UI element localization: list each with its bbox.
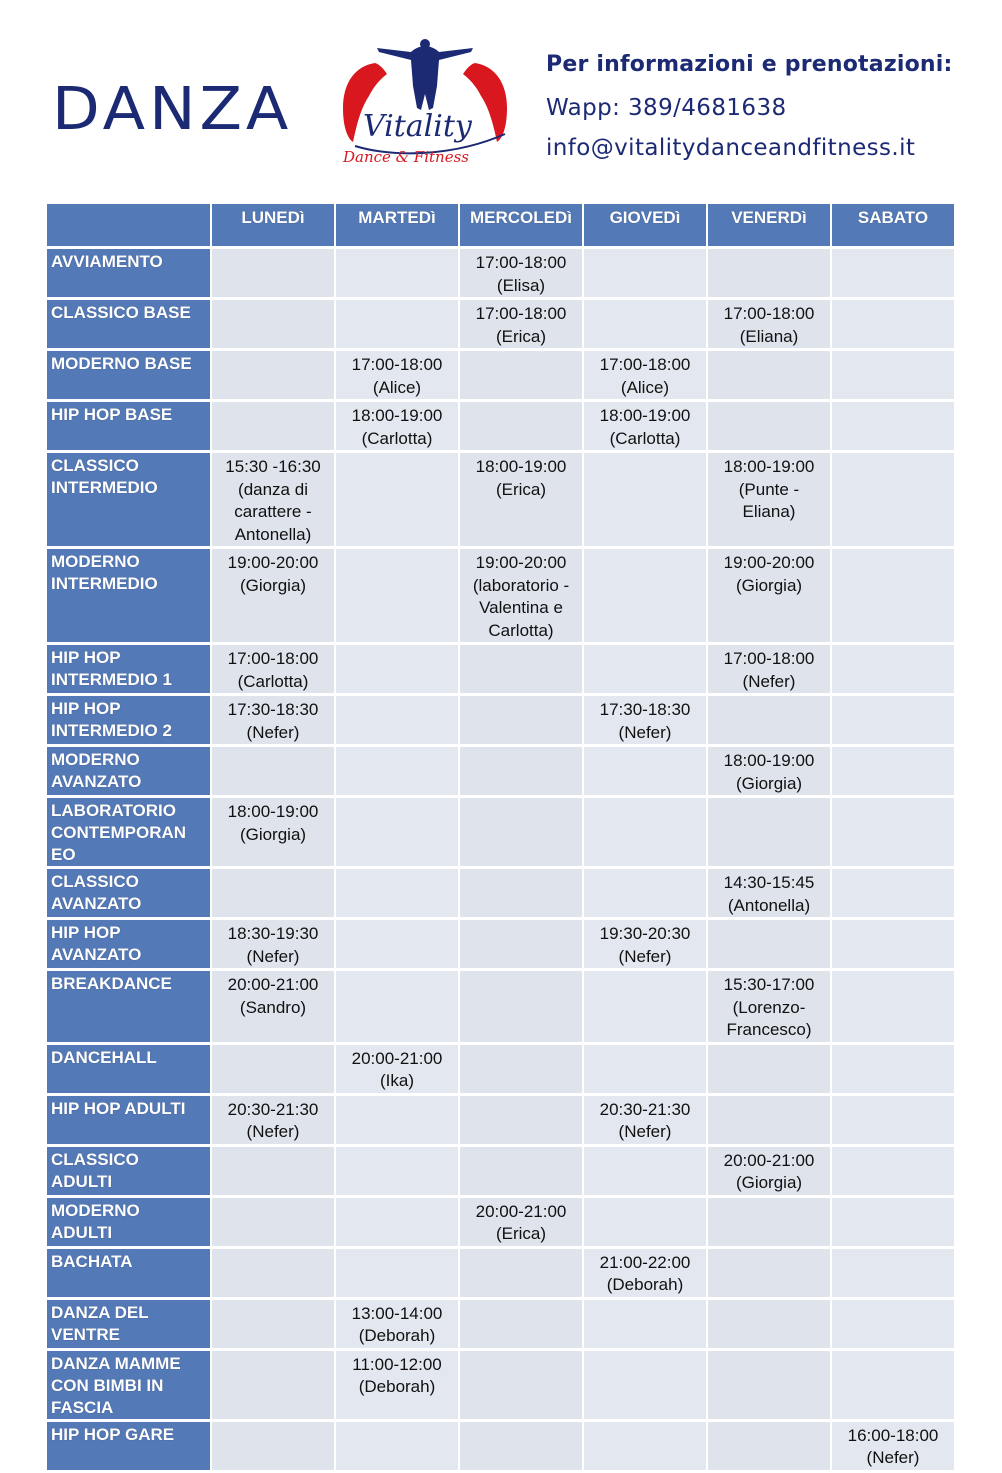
course-name: MODERNO BASE [47,351,210,399]
time-slot [584,1351,706,1419]
course-name: HIP HOP BASE [47,402,210,450]
schedule-header-row [47,204,954,246]
time-slot [336,798,458,866]
schedule-row [47,971,954,1042]
time-slot [336,1147,458,1195]
schedule-row [47,1422,954,1470]
time-slot [212,1351,334,1419]
schedule-row [47,1300,954,1348]
time-slot [460,351,582,399]
time-slot [460,1147,582,1195]
time-slot [336,920,458,968]
course-name: DANZA DEL VENTRE [47,1300,210,1348]
day-header: VENERDì [708,204,830,246]
schedule-row [47,249,954,297]
time-slot: 17:00-18:00 (Erica) [460,300,582,348]
time-slot [832,1351,954,1419]
corner-cell [47,204,210,246]
time-slot [584,1300,706,1348]
course-name: MODERNO ADULTI [47,1198,210,1246]
time-slot [212,402,334,450]
time-slot: 18:00-19:00 (Carlotta) [336,402,458,450]
time-slot: 17:00-18:00 (Alice) [336,351,458,399]
time-slot [832,645,954,693]
logo-sub-text: Dance & Fitness [343,148,469,166]
time-slot: 18:00-19:00 (Carlotta) [584,402,706,450]
schedule-table [45,201,956,1473]
time-slot [708,920,830,968]
course-name: DANCEHALL [47,1045,210,1093]
day-header: MARTEDì [336,204,458,246]
time-slot [832,249,954,297]
time-slot: 17:00-18:00 (Carlotta) [212,645,334,693]
course-name: CLASSICO ADULTI [47,1147,210,1195]
time-slot [832,402,954,450]
time-slot [708,1249,830,1297]
time-slot [460,869,582,917]
time-slot [212,351,334,399]
time-slot [708,402,830,450]
time-slot [212,1249,334,1297]
time-slot: 14:30-15:45 (Antonella) [708,869,830,917]
time-slot [336,453,458,546]
time-slot [708,1045,830,1093]
day-header: LUNEDì [212,204,334,246]
time-slot: 18:00-19:00 (Giorgia) [212,798,334,866]
contact-phone: Wapp: 389/4681638 [546,95,787,121]
time-slot [832,549,954,642]
time-slot [832,747,954,795]
course-name: CLASSICO BASE [47,300,210,348]
time-slot [336,300,458,348]
schedule-row [47,798,954,866]
time-slot: 17:30-18:30 (Nefer) [212,696,334,744]
time-slot: 19:00-20:00 (laboratorio - Valentina e Carlotta) [460,549,582,642]
course-name: DANZA MAMME CON BIMBI IN FASCIA [47,1351,210,1419]
time-slot [832,798,954,866]
time-slot [584,798,706,866]
schedule-row [47,920,954,968]
time-slot [460,1300,582,1348]
course-name: HIP HOP GARE [47,1422,210,1470]
time-slot [832,869,954,917]
time-slot [584,1198,706,1246]
time-slot [336,696,458,744]
time-slot [212,249,334,297]
course-name: HIP HOP ADULTI [47,1096,210,1144]
time-slot [708,351,830,399]
time-slot [336,1422,458,1470]
time-slot [708,1351,830,1419]
course-name: AVVIAMENTO [47,249,210,297]
day-header: MERCOLEDì [460,204,582,246]
time-slot [460,1096,582,1144]
page-title: DANZA [52,73,293,144]
time-slot [212,747,334,795]
time-slot [460,696,582,744]
schedule-row [47,696,954,744]
time-slot [460,1249,582,1297]
time-slot [336,1096,458,1144]
time-slot [832,1300,954,1348]
time-slot: 19:00-20:00 (Giorgia) [708,549,830,642]
time-slot [336,869,458,917]
time-slot: 17:00-18:00 (Elisa) [460,249,582,297]
time-slot [336,971,458,1042]
time-slot [212,869,334,917]
time-slot [460,1351,582,1419]
schedule-row [47,1249,954,1297]
contact-info [546,52,952,175]
schedule-row [47,645,954,693]
course-name: CLASSICO AVANZATO [47,869,210,917]
time-slot [832,696,954,744]
time-slot [832,453,954,546]
day-header: GIOVEDì [584,204,706,246]
logo-dancer [377,46,473,110]
schedule-row [47,1198,954,1246]
time-slot [708,696,830,744]
time-slot: 20:00-21:00 (Ika) [336,1045,458,1093]
time-slot [708,798,830,866]
time-slot [584,747,706,795]
time-slot [336,1249,458,1297]
time-slot [212,1198,334,1246]
course-name: BREAKDANCE [47,971,210,1042]
time-slot [212,1045,334,1093]
time-slot [336,645,458,693]
time-slot: 15:30-17:00 (Lorenzo- Francesco) [708,971,830,1042]
schedule-row [47,402,954,450]
course-name: MODERNO AVANZATO [47,747,210,795]
time-slot: 19:30-20:30 (Nefer) [584,920,706,968]
time-slot [832,1096,954,1144]
time-slot [584,1147,706,1195]
course-name: HIP HOP INTERMEDIO 1 [47,645,210,693]
course-name: CLASSICO INTERMEDIO [47,453,210,546]
time-slot [212,300,334,348]
schedule-row [47,300,954,348]
time-slot [460,971,582,1042]
schedule-row [47,747,954,795]
time-slot: 15:30 -16:30 (danza di carattere - Antonella) [212,453,334,546]
course-name: HIP HOP AVANZATO [47,920,210,968]
time-slot: 20:30-21:30 (Nefer) [584,1096,706,1144]
time-slot [584,1422,706,1470]
time-slot: 17:00-18:00 (Nefer) [708,645,830,693]
time-slot: 18:30-19:30 (Nefer) [212,920,334,968]
time-slot [584,869,706,917]
time-slot [336,1198,458,1246]
time-slot [832,351,954,399]
time-slot: 17:00-18:00 (Eliana) [708,300,830,348]
schedule-row [47,549,954,642]
time-slot [832,920,954,968]
time-slot [584,249,706,297]
time-slot [460,1422,582,1470]
time-slot [584,971,706,1042]
time-slot: 21:00-22:00 (Deborah) [584,1249,706,1297]
time-slot: 17:00-18:00 (Alice) [584,351,706,399]
time-slot [460,1045,582,1093]
time-slot: 13:00-14:00 (Deborah) [336,1300,458,1348]
time-slot: 18:00-19:00 (Giorgia) [708,747,830,795]
schedule-header [47,204,954,246]
course-name: MODERNO INTERMEDIO [47,549,210,642]
time-slot [584,549,706,642]
time-slot [832,1198,954,1246]
time-slot [336,249,458,297]
time-slot [584,1045,706,1093]
time-slot [832,1045,954,1093]
time-slot [708,1422,830,1470]
time-slot [212,1147,334,1195]
logo-dancer-head [420,39,430,49]
time-slot: 20:00-21:00 (Giorgia) [708,1147,830,1195]
time-slot [212,1422,334,1470]
page-header [0,0,1002,200]
course-name: LABORATORIO CONTEMPORAN EO [47,798,210,866]
time-slot [212,1300,334,1348]
schedule-row [47,1096,954,1144]
time-slot [584,300,706,348]
time-slot: 11:00-12:00 (Deborah) [336,1351,458,1419]
time-slot: 20:00-21:00 (Sandro) [212,971,334,1042]
schedule-row [47,1147,954,1195]
time-slot [460,645,582,693]
schedule-row [47,453,954,546]
course-name: BACHATA [47,1249,210,1297]
time-slot [460,920,582,968]
schedule-body [47,249,954,1470]
time-slot: 16:00-18:00 (Nefer) [832,1422,954,1470]
time-slot [336,549,458,642]
time-slot [832,971,954,1042]
time-slot: 17:30-18:30 (Nefer) [584,696,706,744]
time-slot [460,747,582,795]
schedule-row [47,1045,954,1093]
time-slot: 20:30-21:30 (Nefer) [212,1096,334,1144]
day-header: SABATO [832,204,954,246]
time-slot [708,1300,830,1348]
contact-title: Per informazioni e prenotazioni: [546,52,953,77]
time-slot [460,402,582,450]
time-slot [584,645,706,693]
time-slot [584,453,706,546]
schedule-row [47,869,954,917]
logo-main-text: Vitality [363,109,472,144]
time-slot: 18:00-19:00 (Erica) [460,453,582,546]
time-slot [708,249,830,297]
time-slot [832,1147,954,1195]
time-slot: 18:00-19:00 (Punte - Eliana) [708,453,830,546]
time-slot [460,798,582,866]
time-slot: 19:00-20:00 (Giorgia) [212,549,334,642]
course-name: HIP HOP INTERMEDIO 2 [47,696,210,744]
schedule-row [47,351,954,399]
time-slot [832,300,954,348]
time-slot: 20:00-21:00 (Erica) [460,1198,582,1246]
time-slot [832,1249,954,1297]
schedule-row [47,1351,954,1419]
time-slot [336,747,458,795]
vitality-logo [335,38,515,170]
time-slot [708,1096,830,1144]
time-slot [708,1198,830,1246]
contact-email: info@vitalitydanceandfitness.it [546,135,916,161]
